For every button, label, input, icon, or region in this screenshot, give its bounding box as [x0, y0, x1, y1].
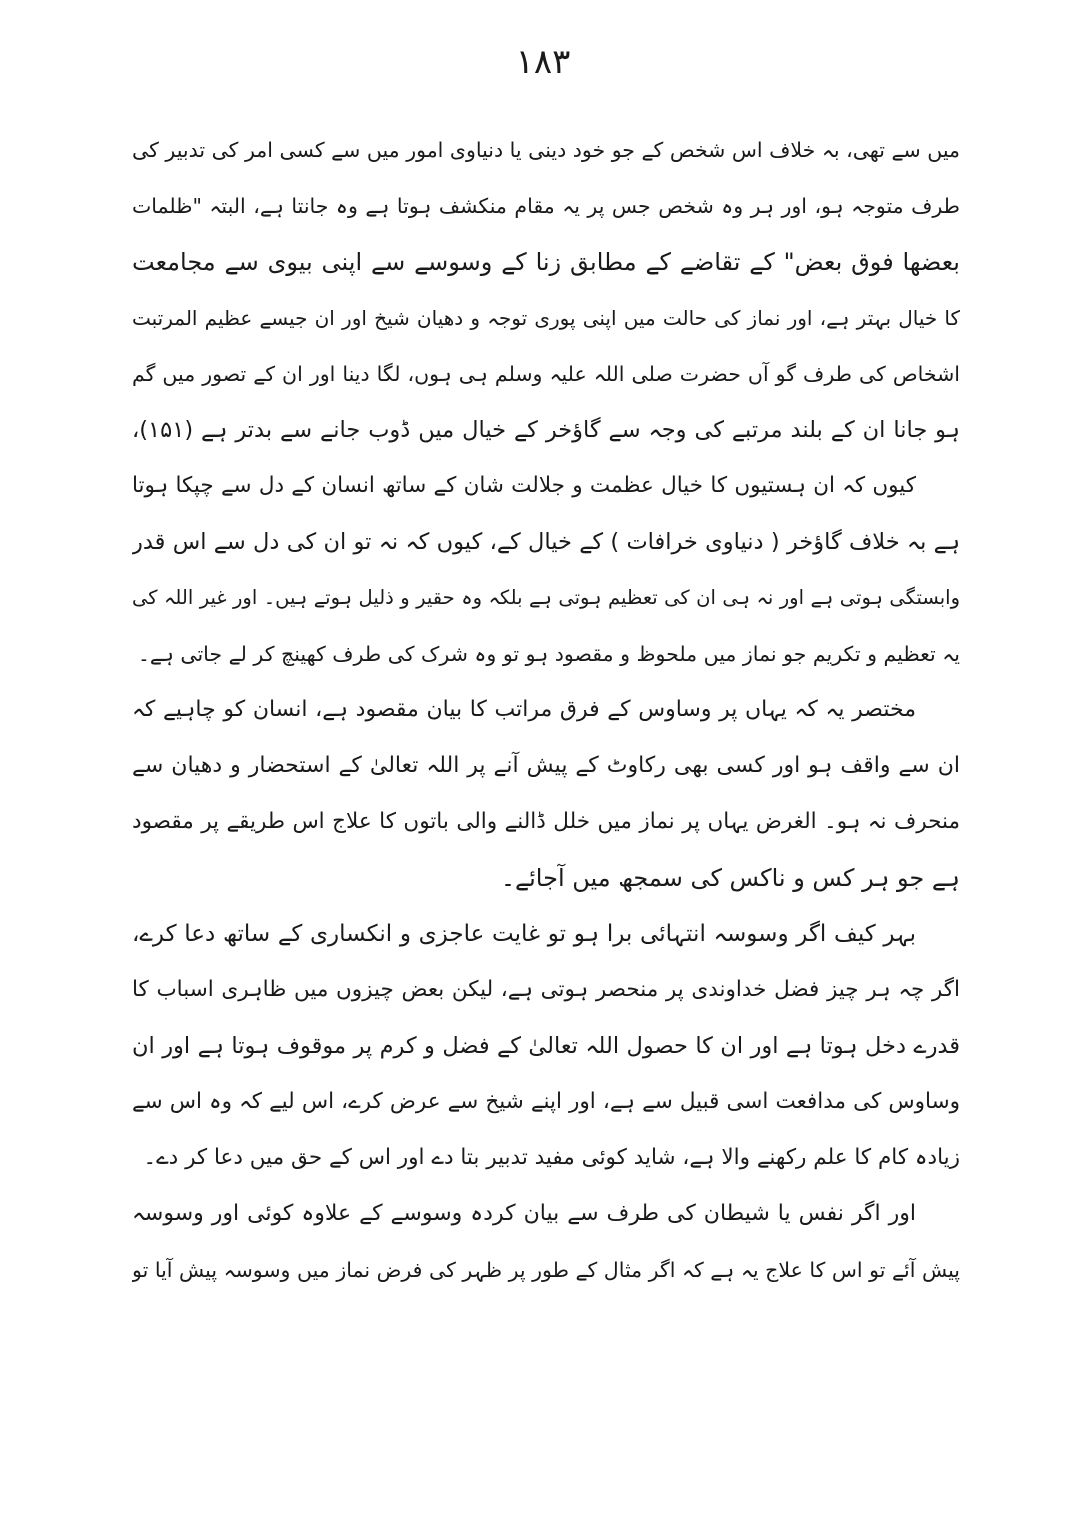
text-line: طرف متوجہ ہو، اور ہر وہ شخص جس پر یہ مقام منکشف ہوتا ہے وہ جانتا ہے، البتہ "ظلمات [132, 194, 960, 218]
text-line: مختصر یہ کہ یہاں پر وساوس کے فرق مراتب کا بیان مقصود ہے، انسان کو چاہیے کہ [132, 697, 916, 722]
text-line: ہے جو ہر کس و ناکس کی سمجھ میں آجائے۔ [500, 864, 960, 892]
text-line: اشخاص کی طرف گو آں حضرت صلی اللہ علیہ وسلم ہی ہوں، لگا دینا اور ان کے تصور میں گم [132, 362, 960, 386]
text-line: اگر چہ ہر چیز فضل خداوندی پر منحصر ہوتی ہے، لیکن بعض چیزوں میں ظاہری اسباب کا [132, 977, 960, 1002]
text-line: میں سے تھی، بہ خلاف اس شخص کے جو خود دینی یا دنیاوی امور میں سے کسی امر کی تدبیر کی [132, 138, 960, 162]
page-number: ۱۸۳ [515, 42, 571, 82]
text-line: ہے بہ خلاف گاؤخر ( دنیاوی خرافات ) کے خیال کے، کیوں کہ نہ تو ان کی دل سے اس قدر [132, 529, 960, 555]
text-line: یہ تعظیم و تکریم جو نماز میں ملحوظ و مقصود ہو تو وہ شرک کی طرف کھینچ کر لے جاتی ہے۔ [137, 642, 960, 666]
text-line: بہر کیف اگر وسوسہ انتہائی برا ہو تو غایت عاجزی و انکساری کے ساتھ دعا کرے، [132, 921, 916, 947]
text-line: کا خیال بہتر ہے، اور نماز کی حالت میں اپنی پوری توجہ و دھیان شیخ اور ان جیسے عظیم المرتبت [132, 306, 960, 330]
text-line: ان سے واقف ہو اور کسی بھی رکاوٹ کے پیش آنے پر اللہ تعالیٰ کے استحضار و دھیان سے [132, 753, 960, 778]
text-line: کیوں کہ ان ہستیوں کا خیال عظمت و جلالت شان کے ساتھ انسان کے دل سے چپکا ہوتا [132, 473, 916, 498]
text-line: پیش آئے تو اس کا علاج یہ ہے کہ اگر مثال کے طور پر ظہر کی فرض نماز میں وسوسہ پیش آیا تو [132, 1258, 960, 1282]
text-line: وساوس کی مدافعت اسی قبیل سے ہے، اور اپنے شیخ سے عرض کرے، اس لیے کہ وہ اس سے [132, 1089, 960, 1114]
text-line: اور اگر نفس یا شیطان کی طرف سے بیان کردہ وسوسے کے علاوہ کوئی اور وسوسہ [132, 1201, 916, 1226]
text-line: بعضها فوق بعض" کے تقاضے کے مطابق زنا کے وسوسے سے اپنی بیوی سے مجامعت [132, 248, 960, 276]
text-line: وابستگی ہوتی ہے اور نہ ہی ان کی تعظیم ہوتی ہے بلکہ وہ حقیر و ذلیل ہوتے ہیں۔ اور غیر اللہ کی [132, 586, 960, 609]
body-text [132, 122, 960, 1298]
text-line: قدرے دخل ہوتا ہے اور ان کا حصول اللہ تعالیٰ کے فضل و کرم پر موقوف ہوتا ہے اور ان [132, 1033, 960, 1059]
text-line: منحرف نہ ہو۔ الغرض یہاں پر نماز میں خلل ڈالنے والی باتوں کا علاج اس طریقے پر مقصود [132, 809, 960, 834]
text-line: زیادہ کام کا علم رکھنے والا ہے، شاید کوئی مفید تدبیر بتا دے اور اس کے حق میں دعا کر دے۔ [143, 1145, 960, 1170]
text-line: ہو جانا ان کے بلند مرتبے کی وجہ سے گاؤخر کے خیال میں ڈوب جانے سے بدتر ہے (۱۵۱)، [132, 417, 960, 443]
